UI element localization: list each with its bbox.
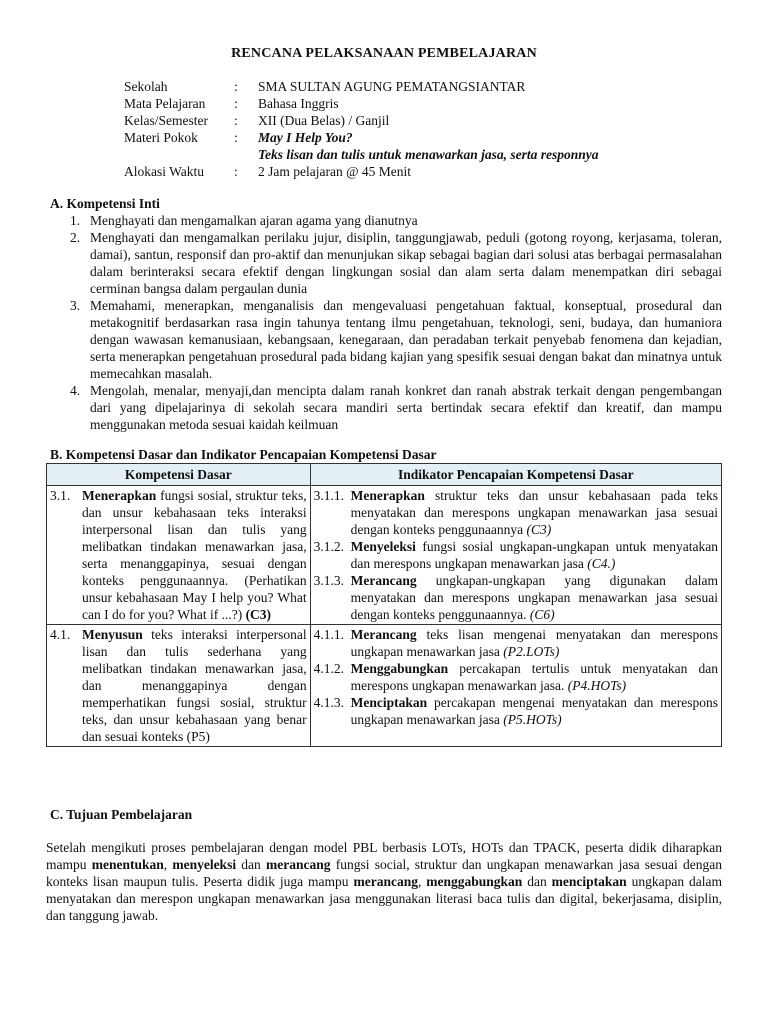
info-colon: : xyxy=(234,113,238,128)
section-a-title: A. Kompetensi Inti xyxy=(50,196,160,211)
indicator-level: (P2.LOTs) xyxy=(503,644,560,659)
table-row xyxy=(47,486,722,625)
kd-body: fungsi sosial, struktur teks, dan unsur kebahasaan teks interaksi interpersonal lisan dan tulis yang melibatkan tindakan menawarkan jasa, serta menanggapinya, sesuai dengan konteks penggunaannya. (Perhatikan unsur kebahasaan May I help you? What can I do for you? What if ...?) xyxy=(82,488,307,622)
indicator-text xyxy=(351,572,718,623)
indicator-verb: Merancang xyxy=(350,573,417,588)
para-keyword: merancang xyxy=(266,857,331,872)
kd-number: 4.1. xyxy=(50,627,71,642)
kd-item xyxy=(50,626,307,745)
info-label: Kelas/Semester xyxy=(124,113,208,128)
info-row-kelas xyxy=(124,112,684,129)
section-b-title: B. Kompetensi Dasar dan Indikator Pencapaian Kompetensi Dasar xyxy=(50,447,437,462)
list-item xyxy=(70,382,722,433)
para-text: ungkapan dalam menyatakan dan merespon ungkapan menawarkan jasa menggunakan literasi baca tulis dan digital, bekerjasama, disiplin, dan tanggung jawab. xyxy=(46,874,722,923)
indicator-text xyxy=(351,626,718,660)
para-text: , xyxy=(163,857,173,872)
indicator-text xyxy=(351,538,718,572)
kd-number: 3.1. xyxy=(50,488,71,503)
para-text: dan xyxy=(522,874,552,889)
table-row xyxy=(47,625,722,747)
kd-item xyxy=(50,487,307,623)
indicator-body: percakapan tertulis untuk menyatakan dan merespons ungkapan menawarkan jasa. xyxy=(350,661,718,693)
info-row-alokasi xyxy=(124,163,684,180)
info-spacer xyxy=(234,146,258,163)
info-value: May I Help You? xyxy=(258,130,353,145)
info-colon: : xyxy=(234,130,238,145)
table-header-indikator: Indikator Pencapaian Kompetensi Dasar xyxy=(310,464,721,486)
para-text: dan xyxy=(236,857,267,872)
indicator-body: percakapan mengenai menyatakan dan merespons ungkapan menawarkan jasa xyxy=(350,695,718,727)
table-header-kd: Kompetensi Dasar xyxy=(47,464,311,486)
table-header-row xyxy=(47,464,722,486)
info-value: Bahasa Inggris xyxy=(258,96,339,111)
info-block xyxy=(124,78,684,180)
kd-verb: Menyusun xyxy=(82,627,143,642)
para-keyword: menggabungkan xyxy=(426,874,523,889)
list-number: 1. xyxy=(70,213,81,228)
info-row-materi xyxy=(124,129,684,146)
indicator-text xyxy=(351,660,718,694)
indicator-number: 3.1.3. xyxy=(313,573,345,588)
kd-text xyxy=(82,487,307,623)
info-colon: : xyxy=(234,164,238,179)
indicator-number: 3.1.1. xyxy=(313,488,345,503)
kompetensi-inti-list xyxy=(70,212,722,433)
para-keyword: menciptakan xyxy=(551,874,627,889)
indicator-verb: Merancang xyxy=(350,627,417,642)
indicator-verb: Menggabungkan xyxy=(350,661,449,676)
list-text: Menghayati dan mengamalkan perilaku jujur, disiplin, tanggungjawab, peduli (gotong royong, kerjasama, toleran, damai), santun, responsif dan pro-aktif dan menunjukan sikap sebagai bagian dari solusi atas berbagai permasalahan dalam berinteraksi secara efektif dengan lingkungan sosial dan alam serta dalam menempatkan diri sebagai cerminan bangsa dalam pergaulan dunia xyxy=(90,230,722,296)
indicator-item xyxy=(314,572,718,623)
indicator-number: 4.1.2. xyxy=(313,661,345,676)
para-keyword: menentukan xyxy=(91,857,164,872)
info-spacer xyxy=(124,146,234,163)
indicator-cell xyxy=(310,486,721,625)
section-c-title: C. Tujuan Pembelajaran xyxy=(50,807,193,822)
info-label: Mata Pelajaran xyxy=(124,96,206,111)
indicator-item xyxy=(314,660,718,694)
info-value: 2 Jam pelajaran @ 45 Menit xyxy=(258,164,412,179)
info-colon: : xyxy=(234,96,238,111)
kd-body: teks interaksi interpersonal lisan dan tulis sederhana yang melibatkan tindakan menawarkan jasa, dan menanggapinya dengan memperhatikan fungsi sosial, struktur teks, dan unsur kebahasaan yang benar dan sesuai konteks (P5) xyxy=(82,627,307,744)
list-item xyxy=(70,212,722,229)
list-number: 4. xyxy=(70,383,81,398)
list-text: Mengolah, menalar, menyaji,dan mencipta dalam ranah konkret dan ranah abstrak terkait dengan pengembangan dari yang dipelajarinya di sekolah secara mandiri serta bertindak secara efektif dan kreatif, dan mampu menggunakan metoda sesuai kaidah keilmuan xyxy=(90,383,722,432)
indicator-number: 4.1.3. xyxy=(313,695,345,710)
indicator-number: 4.1.1. xyxy=(313,627,345,642)
indicator-number: 3.1.2. xyxy=(313,539,345,554)
indicator-body: teks lisan mengenai menyatakan dan merespons ungkapan menawarkan jasa xyxy=(350,627,718,659)
list-item xyxy=(70,229,722,297)
info-label: Sekolah xyxy=(124,79,168,94)
kd-cell xyxy=(47,486,311,625)
indicator-verb: Menerapkan xyxy=(350,488,425,503)
indicator-level: (C6) xyxy=(529,607,555,622)
kd-verb: Menerapkan xyxy=(82,488,157,503)
info-value: SMA SULTAN AGUNG PEMATANGSIANTAR xyxy=(258,79,526,94)
para-keyword: menyeleksi xyxy=(172,857,237,872)
kd-cell xyxy=(47,625,311,747)
indicator-text xyxy=(351,694,718,728)
indicator-item xyxy=(314,694,718,728)
info-label: Alokasi Waktu xyxy=(124,164,205,179)
para-text: Setelah mengikuti proses pembelajaran dengan model PBL berbasis LOTs, HOTs dan TPACK, peserta didik diharapkan mampu xyxy=(46,840,722,872)
para-text: fungsi social, struktur dan ungkapan menawarkan jasa sesuai dengan konteks lisan maupun tulis. Peserta didik juga mampu xyxy=(46,857,722,889)
indicator-cell xyxy=(310,625,721,747)
info-label: Materi Pokok xyxy=(124,130,198,145)
info-value: XII (Dua Belas) / Ganjil xyxy=(258,113,390,128)
indicator-text xyxy=(351,487,718,538)
indicator-body: struktur teks dan unsur kebahasaan pada teks menyatakan dan merespons ungkapan menawarkan jasa sesuai dengan konteks penggunaannya xyxy=(350,488,718,537)
indicator-body: fungsi sosial ungkapan-ungkapan untuk menyatakan dan merespons ungkapan menawarkan jasa xyxy=(350,539,718,571)
kd-text xyxy=(82,626,307,745)
para-text: , xyxy=(417,874,427,889)
indicator-level: (P4.HOTs) xyxy=(567,678,627,693)
info-row-mapel xyxy=(124,95,684,112)
indicator-verb: Menyeleksi xyxy=(350,539,416,554)
tujuan-paragraph xyxy=(46,839,722,924)
para-keyword: merancang xyxy=(353,874,418,889)
indicator-item xyxy=(314,626,718,660)
indicator-level: (C3) xyxy=(526,522,552,537)
kd-level: (C3) xyxy=(245,607,272,622)
info-value: Teks lisan dan tulis untuk menawarkan jasa, serta responnya xyxy=(258,147,599,162)
list-text: Menghayati dan mengamalkan ajaran agama yang dianutnya xyxy=(90,213,418,228)
document-title: RENCANA PELAKSANAAN PEMBELAJARAN xyxy=(231,46,537,61)
indicator-item xyxy=(314,487,718,538)
indicator-item xyxy=(314,538,718,572)
indicator-verb: Menciptakan xyxy=(350,695,428,710)
list-item xyxy=(70,297,722,382)
list-number: 2. xyxy=(70,230,81,245)
list-number: 3. xyxy=(70,298,81,313)
info-row-sekolah xyxy=(124,78,684,95)
info-colon: : xyxy=(234,79,238,94)
indicator-level: (P5.HOTs) xyxy=(503,712,562,727)
indicator-body: ungkapan-ungkapan yang digunakan dalam menyatakan dan merespons ungkapan menawarkan jasa sesuai dengan konteks penggunaannya. xyxy=(350,573,718,622)
kd-table xyxy=(46,463,722,747)
info-row-materi-2 xyxy=(124,146,684,163)
list-text: Memahami, menerapkan, menganalisis dan mengevaluasi pengetahuan faktual, konseptual, prosedural dan metakognitif berdasarkan rasa ingin tahunya tentang ilmu pengetahuan, teknologi, seni, budaya, dan humaniora dengan wawasan kemanusiaan, kebangsaan, kenegaraan, dan peradaban terkait penyebab fenomena dan kejadian, serta menerapkan pengetahuan prosedural pada bidang kajian yang spesifik sesuai dengan bakat dan minatnya untuk memecahkan masalah. xyxy=(90,298,722,381)
indicator-level: (C4.) xyxy=(587,556,616,571)
